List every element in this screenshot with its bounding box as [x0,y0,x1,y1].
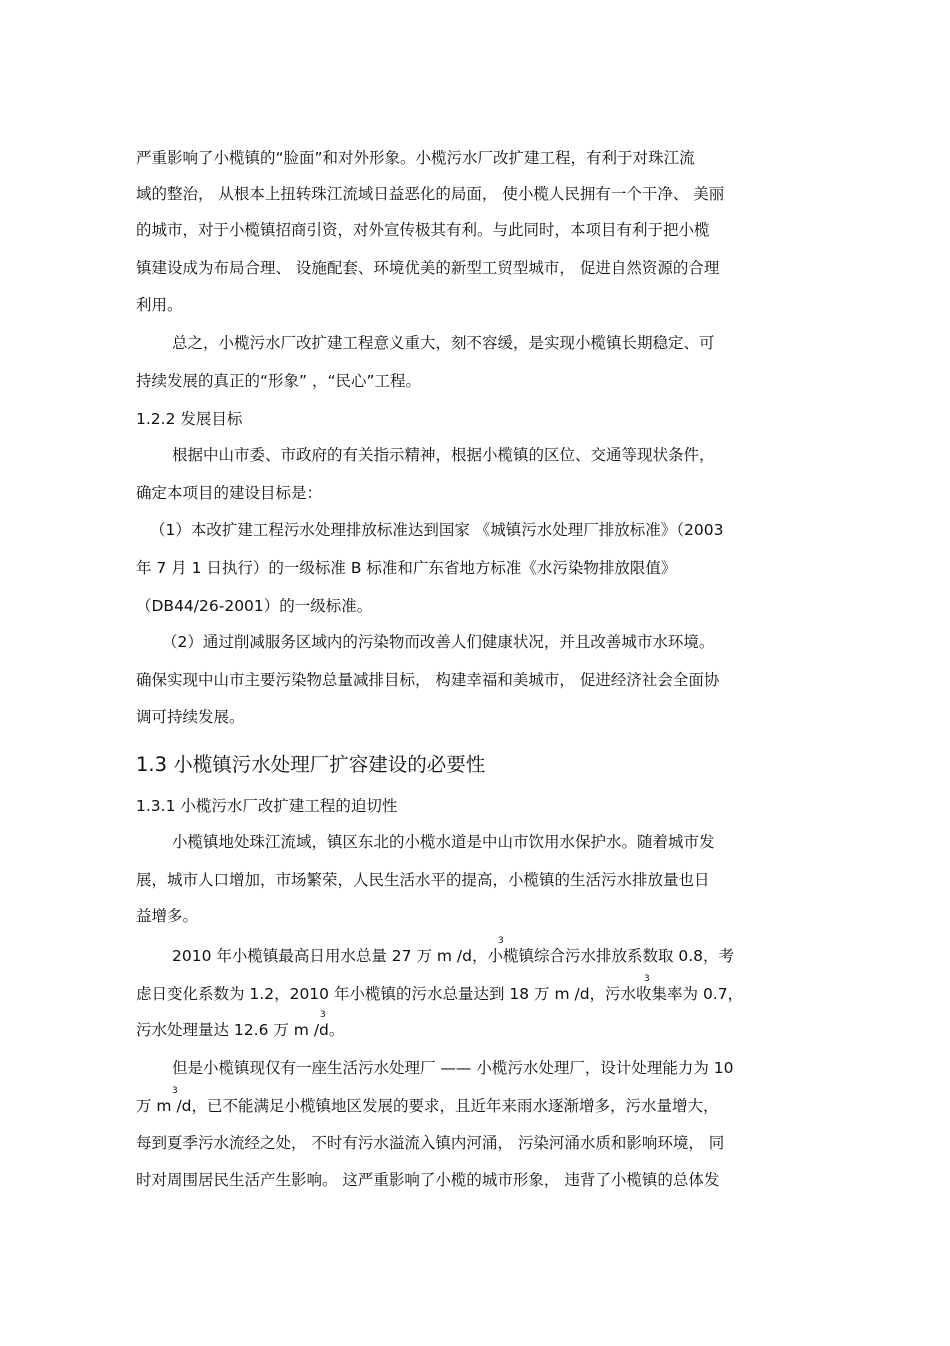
superscript-3: 3 [498,936,504,946]
text-line: （DB44/26-2001）的一级标准。 [136,597,373,615]
text-line: 万 m /d，已不能满足小榄镇地区发展的要求，且近年来雨水逐渐增多，污水量增大， [136,1097,719,1115]
text-line: 调可持续发展。 [136,708,245,726]
text-line: 严重影响了小榄镇的“脸面”和对外形象。小榄污水厂改扩建工程，有利于对珠江流 [136,149,695,167]
superscript-3: 3 [172,1086,178,1096]
text-line: 污水处理量达 12.6 万 m /d。 [136,1021,345,1039]
section-heading-1-3: 1.3 小榄镇污水处理厂扩容建设的必要性 [136,753,486,776]
text-line: 时对周围居民生活产生影响。 这严重影响了小榄的城市形象， 违背了小榄镇的总体发 [136,1171,720,1189]
text-line: 每到夏季污水流经之处， 不时有污水溢流入镇内河涌， 污染河涌水质和影响环境， 同 [136,1134,725,1152]
text-line: 的城市，对于小榄镇招商引资，对外宣传极其有利。与此同时，本项目有利于把小榄 [136,221,710,239]
section-heading-1-2-2: 1.2.2 发展目标 [136,410,243,428]
text-line: 总之，小榄污水厂改扩建工程意义重大，刻不容缓，是实现小榄镇长期稳定、可 [172,334,715,352]
text-line: （1）本改扩建工程污水处理排放标准达到国家 《城镇污水处理厂排放标准》（2003 [150,521,724,539]
text-line: （2）通过削减服务区域内的污染物而改善人们健康状况，并且改善城市水环境。 [162,633,715,651]
text-line: 域的整治， 从根本上扭转珠江流域日益恶化的局面， 使小榄人民拥有一个干净、 美丽 [136,185,725,203]
text-line: 虑日变化系数为 1.2，2010 年小榄镇的污水总量达到 18 万 m /d，污水收集率为 0.7， [136,985,744,1003]
text-line: 小榄镇地处珠江流域，镇区东北的小榄水道是中山市饮用水保护水。随着城市发 [172,833,715,851]
section-heading-1-3-1: 1.3.1 小榄污水厂改扩建工程的迫切性 [136,797,398,815]
text-line: 持续发展的真正的“形象” ，“民心”工程。 [136,372,422,390]
text-line: 确定本项目的建设目标是： [136,484,323,502]
text-line: 2010 年小榄镇最高日用水总量 27 万 m /d，小榄镇综合污水排放系数取 0.8，考 [172,947,735,965]
text-line: 根据中山市委、市政府的有关指示精神，根据小榄镇的区位、交通等现状条件， [172,446,715,464]
superscript-3: 3 [320,1010,326,1020]
text-line: 益增多。 [136,907,199,925]
text-line: 展，城市人口增加，市场繁荣，人民生活水平的提高，小榄镇的生活污水排放量也日 [136,871,710,889]
superscript-3: 3 [644,974,650,984]
text-line: 利用。 [136,296,183,314]
text-line: 年 7 月 1 日执行）的一级标准 B 标准和广东省地方标准《水污染物排放限值》 [136,559,677,577]
text-line: 但是小榄镇现仅有一座生活污水处理厂 —— 小榄污水处理厂，设计处理能力为 10 [172,1059,734,1077]
text-line: 镇建设成为布局合理、 设施配套、环境优美的新型工贸型城市， 促进自然资源的合理 [136,259,720,277]
text-line: 确保实现中山市主要污染物总量减排目标， 构建幸福和美城市， 促进经济社会全面协 [136,671,720,689]
